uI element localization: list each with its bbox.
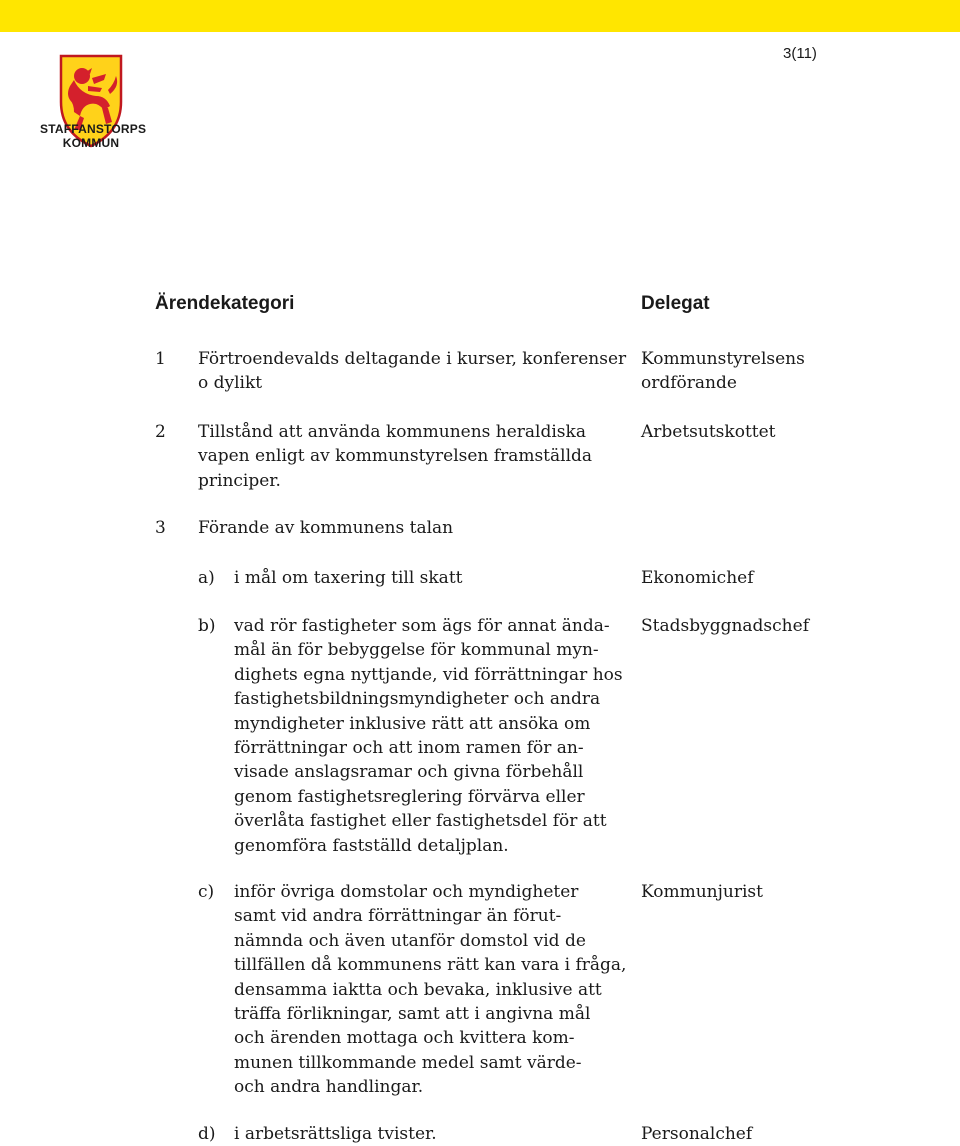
subitem-text-line: genom fastighetsreglering förvärva eller <box>234 786 585 807</box>
item-delegate <box>641 420 776 444</box>
subitem-delegate: Personalchef <box>641 1124 753 1144</box>
top-accent-bar <box>0 0 960 32</box>
subitem-text-line: fastighetsbildningsmyndigheter och andra <box>234 689 601 710</box>
item-description <box>198 420 592 493</box>
page-number: 3(11) <box>783 45 817 62</box>
item-text-line: Tillstånd att använda kommunens heraldiska <box>198 422 586 442</box>
subitem-text-line: densamma iaktta och bevaka, inklusive att <box>234 979 602 1000</box>
item-text-line: Förande av kommunens talan <box>198 518 454 538</box>
subitem-text-line: munen tillkommande medel samt värde- <box>234 1052 582 1073</box>
subitem-text-line: myndigheter inklusive rätt att ansöka om <box>234 713 591 734</box>
subitem-text-line: och andra handlingar. <box>234 1077 424 1098</box>
item-number: 2 <box>155 422 166 442</box>
item-description <box>198 516 453 540</box>
subitem-letter: c) <box>198 882 215 902</box>
delegate-column-header: Delegat <box>641 293 710 314</box>
subitem-description <box>234 566 462 590</box>
subitem-delegate: Kommunjurist <box>641 882 763 902</box>
subitem-letter: a) <box>198 568 215 588</box>
subitem-text-line: visade anslagsramar och givna förbehåll <box>234 762 584 783</box>
item-description <box>198 347 626 396</box>
item-delegate <box>641 347 805 396</box>
delegate-text-line: Kommunstyrelsens <box>641 349 805 369</box>
subitem-text-line: träffa förlikningar, samt att i angivna mål <box>234 1004 591 1025</box>
subitem-text-line: mål än för bebyggelse för kommunal myn- <box>234 640 599 661</box>
delegate-text-line: ordförande <box>641 373 737 394</box>
subitem-text-line: överlåta fastighet eller fastighetsdel för att <box>234 811 607 832</box>
subitem-text-line: förrättningar och att inom ramen för an- <box>234 738 584 759</box>
subitem-delegate: Ekonomichef <box>641 568 754 588</box>
subitem-letter: b) <box>198 616 216 636</box>
subitem-description <box>234 880 626 1100</box>
subitem-text-line: i mål om taxering till skatt <box>234 568 463 588</box>
item-number: 1 <box>155 349 166 369</box>
item-text-line: o dylikt <box>198 373 263 394</box>
item-text-line: vapen enligt av kommunstyrelsen framställda <box>198 446 593 467</box>
subitem-text-line: tillfällen då kommunens rätt kan vara i fråga, <box>234 955 627 976</box>
delegate-text-line: Arbetsutskottet <box>641 422 776 442</box>
subitem-text-line: i arbetsrättsliga tvister. <box>234 1124 437 1144</box>
subitem-description <box>234 1122 437 1146</box>
logo-text-line1: STAFFANSTORPS <box>40 122 147 136</box>
category-column-header: Ärendekategori <box>155 293 295 314</box>
subitem-text-line: dighets egna nyttjande, vid förrättningar hos <box>234 664 623 685</box>
item-text-line: principer. <box>198 470 281 491</box>
item-number: 3 <box>155 518 166 538</box>
logo-text-line2: KOMMUN <box>62 136 120 150</box>
subitem-text-line: inför övriga domstolar och myndigheter <box>234 882 579 902</box>
subitem-letter: d) <box>198 1124 216 1144</box>
subitem-description <box>234 614 623 858</box>
subitem-text-line: genomföra fastställd detaljplan. <box>234 835 509 856</box>
subitem-text-line: vad rör fastigheter som ägs för annat ända- <box>234 616 610 636</box>
subitem-text-line: nämnda och även utanför domstol vid de <box>234 930 586 951</box>
subitem-text-line: och ärenden mottaga och kvittera kom- <box>234 1028 575 1049</box>
subitem-text-line: samt vid andra förrättningar än förut- <box>234 906 562 927</box>
subitem-delegate: Stadsbyggnadschef <box>641 616 809 636</box>
item-text-line: Förtroendevalds deltagande i kurser, konferenser <box>198 349 627 369</box>
